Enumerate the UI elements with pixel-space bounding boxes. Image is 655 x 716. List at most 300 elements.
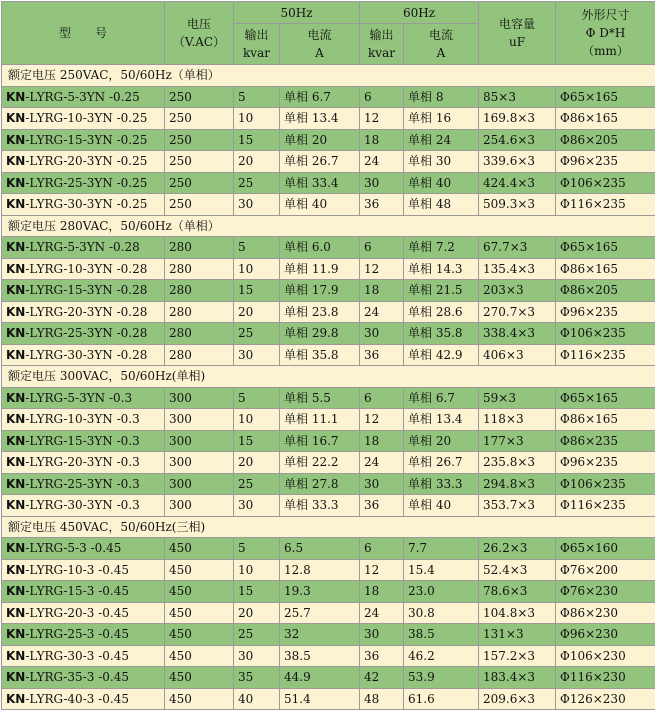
cell-cur60: 单相 20 [404, 430, 479, 452]
cell-out50: 25 [234, 624, 280, 646]
cell-model [2, 194, 165, 216]
section-title: 额定电压 300VAC，50/60Hz(单相) [2, 366, 655, 388]
cell-cap: 104.8×3 [479, 602, 556, 624]
header-dimension-sub: Φ D*H [556, 24, 655, 42]
header-output-50-label: 输出 [234, 26, 279, 44]
model-number: -LYRG-15-3YN -0.28 [25, 283, 147, 297]
cell-cap: 59×3 [479, 387, 556, 409]
cell-cur60: 7.7 [404, 538, 479, 560]
model-prefix: KN [6, 154, 25, 168]
cell-out50: 20 [234, 301, 280, 323]
cell-voltage: 280 [165, 323, 234, 345]
cell-dim: Φ65×165 [556, 387, 655, 409]
cell-cap: 78.6×3 [479, 581, 556, 603]
cell-cur60: 单相 30 [404, 151, 479, 173]
model-prefix: KN [6, 606, 25, 620]
cell-out60: 12 [360, 108, 404, 130]
cell-voltage: 300 [165, 473, 234, 495]
model-prefix: KN [6, 348, 25, 362]
cell-voltage: 250 [165, 86, 234, 108]
table-row [2, 86, 655, 108]
cell-cur50: 单相 27.8 [280, 473, 360, 495]
header-model: 型 号 [2, 2, 165, 65]
model-prefix: KN [6, 197, 25, 211]
cell-cap: 338.4×3 [479, 323, 556, 345]
cell-voltage: 250 [165, 194, 234, 216]
cell-model [2, 280, 165, 302]
cell-out50: 20 [234, 602, 280, 624]
cell-cur60: 单相 33.3 [404, 473, 479, 495]
table-row [2, 430, 655, 452]
table-row [2, 624, 655, 646]
capacitor-spec-table [1, 1, 655, 710]
model-number: -LYRG-10-3YN -0.25 [25, 111, 147, 125]
cell-cur50: 单相 16.7 [280, 430, 360, 452]
header-current-60-unit: A [404, 44, 478, 62]
cell-dim: Φ96×235 [556, 151, 655, 173]
cell-out50: 30 [234, 495, 280, 517]
model-prefix: KN [6, 176, 25, 190]
cell-out50: 15 [234, 430, 280, 452]
cell-voltage: 450 [165, 667, 234, 689]
cell-model [2, 108, 165, 130]
model-prefix: KN [6, 133, 25, 147]
cell-dim: Φ86×235 [556, 430, 655, 452]
header-row-top [2, 2, 655, 24]
table-row [2, 538, 655, 560]
model-number: -LYRG-15-3YN -0.3 [25, 434, 139, 448]
cell-out50: 25 [234, 473, 280, 495]
cell-voltage: 450 [165, 688, 234, 710]
model-prefix: KN [6, 541, 25, 555]
cell-model [2, 602, 165, 624]
model-prefix: KN [6, 305, 25, 319]
cell-out60: 36 [360, 495, 404, 517]
cell-dim: Φ86×165 [556, 108, 655, 130]
model-prefix: KN [6, 240, 25, 254]
cell-out60: 24 [360, 151, 404, 173]
cell-dim: Φ86×205 [556, 280, 655, 302]
cell-voltage: 450 [165, 559, 234, 581]
cell-cap: 131×3 [479, 624, 556, 646]
cell-cur50: 单相 17.9 [280, 280, 360, 302]
section-header-row [2, 366, 655, 388]
model-number: -LYRG-10-3 -0.45 [25, 563, 129, 577]
cell-dim: Φ106×235 [556, 323, 655, 345]
cell-model [2, 172, 165, 194]
header-current-50-label: 电流 [280, 26, 359, 44]
cell-dim: Φ126×230 [556, 688, 655, 710]
cell-cur60: 单相 7.2 [404, 237, 479, 259]
cell-dim: Φ106×235 [556, 473, 655, 495]
cell-dim: Φ106×235 [556, 172, 655, 194]
cell-model [2, 151, 165, 173]
cell-out60: 18 [360, 129, 404, 151]
header-current-50 [280, 24, 360, 65]
cell-out50: 20 [234, 151, 280, 173]
cell-cap: 118×3 [479, 409, 556, 431]
cell-out50: 35 [234, 667, 280, 689]
cell-cur50: 单相 22.2 [280, 452, 360, 474]
model-number: -LYRG-20-3 -0.45 [25, 606, 129, 620]
cell-voltage: 450 [165, 538, 234, 560]
model-prefix: KN [6, 412, 25, 426]
table-row [2, 688, 655, 710]
model-number: -LYRG-5-3YN -0.25 [25, 90, 139, 104]
cell-out50: 25 [234, 323, 280, 345]
cell-voltage: 250 [165, 151, 234, 173]
cell-cur60: 单相 21.5 [404, 280, 479, 302]
cell-voltage: 250 [165, 172, 234, 194]
cell-cap: 339.6×3 [479, 151, 556, 173]
cell-cur60: 单相 8 [404, 86, 479, 108]
table-row [2, 108, 655, 130]
cell-cap: 353.7×3 [479, 495, 556, 517]
cell-out50: 30 [234, 194, 280, 216]
cell-cap: 85×3 [479, 86, 556, 108]
cell-cur60: 15.4 [404, 559, 479, 581]
cell-voltage: 450 [165, 645, 234, 667]
cell-out60: 18 [360, 430, 404, 452]
model-number: -LYRG-5-3 -0.45 [25, 541, 121, 555]
cell-cur60: 单相 24 [404, 129, 479, 151]
cell-cur60: 单相 42.9 [404, 344, 479, 366]
section-header-row [2, 516, 655, 538]
model-prefix: KN [6, 90, 25, 104]
model-number: -LYRG-10-3YN -0.3 [25, 412, 139, 426]
cell-cur60: 单相 14.3 [404, 258, 479, 280]
cell-voltage: 300 [165, 495, 234, 517]
cell-dim: Φ86×230 [556, 602, 655, 624]
cell-cur60: 单相 48 [404, 194, 479, 216]
model-prefix: KN [6, 455, 25, 469]
header-dimension-unit: （mm） [556, 42, 655, 60]
cell-cap: 183.4×3 [479, 667, 556, 689]
cell-voltage: 250 [165, 108, 234, 130]
cell-voltage: 280 [165, 301, 234, 323]
cell-out60: 30 [360, 624, 404, 646]
cell-voltage: 300 [165, 430, 234, 452]
model-number: -LYRG-25-3YN -0.3 [25, 477, 139, 491]
cell-dim: Φ116×230 [556, 667, 655, 689]
cell-model [2, 645, 165, 667]
cell-out60: 12 [360, 409, 404, 431]
model-prefix: KN [6, 563, 25, 577]
cell-out60: 18 [360, 280, 404, 302]
model-number: -LYRG-30-3YN -0.3 [25, 498, 139, 512]
model-prefix: KN [6, 391, 25, 405]
cell-out60: 36 [360, 645, 404, 667]
cell-cur60: 单相 40 [404, 172, 479, 194]
section-title: 额定电压 280VAC，50/60Hz（单相） [2, 215, 655, 237]
cell-cur60: 单相 13.4 [404, 409, 479, 431]
cell-out50: 5 [234, 237, 280, 259]
cell-cur50: 单相 40 [280, 194, 360, 216]
header-voltage [165, 2, 234, 65]
header-60hz: 60Hz [360, 2, 479, 24]
model-prefix: KN [6, 627, 25, 641]
cell-out60: 24 [360, 602, 404, 624]
cell-cur60: 单相 40 [404, 495, 479, 517]
section-title: 额定电压 250VAC，50/60Hz（单相） [2, 65, 655, 87]
cell-cap: 294.8×3 [479, 473, 556, 495]
cell-cur50: 单相 5.5 [280, 387, 360, 409]
cell-dim: Φ65×165 [556, 86, 655, 108]
cell-cur50: 单相 13.4 [280, 108, 360, 130]
header-voltage-unit: （V.AC） [165, 33, 233, 51]
cell-cur60: 单相 26.7 [404, 452, 479, 474]
table-row [2, 667, 655, 689]
cell-out60: 24 [360, 452, 404, 474]
cell-model [2, 452, 165, 474]
table-row [2, 129, 655, 151]
cell-model [2, 409, 165, 431]
model-number: -LYRG-20-3YN -0.25 [25, 154, 147, 168]
cell-cur50: 单相 26.7 [280, 151, 360, 173]
cell-cur50: 38.5 [280, 645, 360, 667]
cell-out60: 6 [360, 538, 404, 560]
cell-cur60: 单相 6.7 [404, 387, 479, 409]
cell-dim: Φ65×160 [556, 538, 655, 560]
table-row [2, 473, 655, 495]
table-row [2, 258, 655, 280]
model-number: -LYRG-25-3 -0.45 [25, 627, 129, 641]
table-row [2, 452, 655, 474]
table-row [2, 581, 655, 603]
cell-cur50: 19.3 [280, 581, 360, 603]
cell-cur50: 单相 11.1 [280, 409, 360, 431]
cell-cur60: 23.0 [404, 581, 479, 603]
model-number: -LYRG-20-3YN -0.28 [25, 305, 147, 319]
cell-voltage: 300 [165, 387, 234, 409]
table-row [2, 323, 655, 345]
cell-cur50: 32 [280, 624, 360, 646]
cell-cap: 177×3 [479, 430, 556, 452]
table-row [2, 645, 655, 667]
model-number: -LYRG-5-3YN -0.3 [25, 391, 132, 405]
cell-out50: 15 [234, 581, 280, 603]
model-prefix: KN [6, 283, 25, 297]
cell-voltage: 300 [165, 452, 234, 474]
cell-voltage: 450 [165, 581, 234, 603]
cell-out50: 10 [234, 559, 280, 581]
cell-model [2, 473, 165, 495]
model-prefix: KN [6, 477, 25, 491]
cell-out60: 18 [360, 581, 404, 603]
header-output-50-unit: kvar [234, 44, 279, 62]
table-row [2, 495, 655, 517]
cell-out60: 12 [360, 258, 404, 280]
cell-out60: 30 [360, 323, 404, 345]
cell-cap: 26.2×3 [479, 538, 556, 560]
cell-cur50: 单相 20 [280, 129, 360, 151]
cell-model [2, 559, 165, 581]
cell-cap: 209.6×3 [479, 688, 556, 710]
cell-out50: 25 [234, 172, 280, 194]
cell-out50: 10 [234, 409, 280, 431]
cell-model [2, 86, 165, 108]
model-prefix: KN [6, 262, 25, 276]
table-row [2, 194, 655, 216]
cell-cur50: 单相 29.8 [280, 323, 360, 345]
cell-cur60: 46.2 [404, 645, 479, 667]
cell-cur50: 51.4 [280, 688, 360, 710]
header-output-60-label: 输出 [360, 26, 403, 44]
header-dimension-label: 外形尺寸 [556, 6, 655, 24]
cell-out50: 5 [234, 86, 280, 108]
cell-cap: 67.7×3 [479, 237, 556, 259]
cell-model [2, 581, 165, 603]
model-number: -LYRG-25-3YN -0.28 [25, 326, 147, 340]
cell-out50: 30 [234, 645, 280, 667]
cell-out60: 6 [360, 237, 404, 259]
cell-cur60: 53.9 [404, 667, 479, 689]
cell-out60: 48 [360, 688, 404, 710]
cell-cur50: 12.8 [280, 559, 360, 581]
cell-model [2, 129, 165, 151]
cell-model [2, 667, 165, 689]
model-number: -LYRG-25-3YN -0.25 [25, 176, 147, 190]
cell-dim: Φ96×235 [556, 301, 655, 323]
section-title: 额定电压 450VAC，50/60Hz(三相) [2, 516, 655, 538]
cell-model [2, 237, 165, 259]
model-number: -LYRG-30-3YN -0.28 [25, 348, 147, 362]
cell-cur60: 30.8 [404, 602, 479, 624]
cell-out60: 6 [360, 86, 404, 108]
cell-model [2, 624, 165, 646]
header-current-60 [404, 24, 479, 65]
cell-cur50: 单相 35.8 [280, 344, 360, 366]
cell-model [2, 301, 165, 323]
cell-cap: 270.7×3 [479, 301, 556, 323]
cell-model [2, 258, 165, 280]
header-current-50-unit: A [280, 44, 359, 62]
cell-cur50: 单相 23.8 [280, 301, 360, 323]
cell-model [2, 688, 165, 710]
cell-cur60: 61.6 [404, 688, 479, 710]
cell-cur50: 单相 6.0 [280, 237, 360, 259]
header-dimension [556, 2, 655, 65]
cell-dim: Φ106×230 [556, 645, 655, 667]
cell-out60: 6 [360, 387, 404, 409]
header-output-60-unit: kvar [360, 44, 403, 62]
table-body [2, 2, 655, 710]
table-row [2, 409, 655, 431]
table-row [2, 151, 655, 173]
cell-out60: 24 [360, 301, 404, 323]
cell-out60: 36 [360, 344, 404, 366]
cell-out50: 10 [234, 258, 280, 280]
cell-out50: 10 [234, 108, 280, 130]
table-row [2, 237, 655, 259]
cell-dim: Φ116×235 [556, 344, 655, 366]
table-row [2, 172, 655, 194]
cell-cur50: 单相 6.7 [280, 86, 360, 108]
cell-model [2, 387, 165, 409]
model-number: -LYRG-10-3YN -0.28 [25, 262, 147, 276]
cell-cur50: 44.9 [280, 667, 360, 689]
table-row [2, 301, 655, 323]
cell-cur50: 单相 33.3 [280, 495, 360, 517]
cell-cur50: 6.5 [280, 538, 360, 560]
model-prefix: KN [6, 111, 25, 125]
model-number: -LYRG-5-3YN -0.28 [25, 240, 139, 254]
cell-out50: 15 [234, 280, 280, 302]
cell-cur60: 单相 16 [404, 108, 479, 130]
model-number: -LYRG-15-3YN -0.25 [25, 133, 147, 147]
model-number: -LYRG-30-3 -0.45 [25, 649, 129, 663]
cell-voltage: 280 [165, 237, 234, 259]
cell-dim: Φ76×230 [556, 581, 655, 603]
cell-model [2, 495, 165, 517]
table-row [2, 280, 655, 302]
cell-dim: Φ116×235 [556, 495, 655, 517]
cell-out60: 42 [360, 667, 404, 689]
cell-cur50: 25.7 [280, 602, 360, 624]
section-header-row [2, 65, 655, 87]
cell-cap: 509.3×3 [479, 194, 556, 216]
cell-out60: 30 [360, 172, 404, 194]
cell-out60: 12 [360, 559, 404, 581]
model-prefix: KN [6, 434, 25, 448]
cell-cur50: 单相 11.9 [280, 258, 360, 280]
cell-voltage: 450 [165, 624, 234, 646]
cell-dim: Φ116×235 [556, 194, 655, 216]
cell-out50: 30 [234, 344, 280, 366]
model-number: -LYRG-35-3 -0.45 [25, 670, 129, 684]
cell-cap: 235.8×3 [479, 452, 556, 474]
model-number: -LYRG-30-3YN -0.25 [25, 197, 147, 211]
model-prefix: KN [6, 692, 25, 706]
cell-model [2, 430, 165, 452]
header-voltage-label: 电压 [165, 15, 233, 33]
header-capacitance [479, 2, 556, 65]
table-row [2, 344, 655, 366]
cell-voltage: 250 [165, 129, 234, 151]
model-prefix: KN [6, 670, 25, 684]
header-output-50 [234, 24, 280, 65]
model-prefix: KN [6, 649, 25, 663]
table-row [2, 559, 655, 581]
header-output-60 [360, 24, 404, 65]
cell-model [2, 323, 165, 345]
cell-out60: 36 [360, 194, 404, 216]
cell-cur60: 单相 35.8 [404, 323, 479, 345]
table-row [2, 387, 655, 409]
cell-out50: 40 [234, 688, 280, 710]
cell-model [2, 344, 165, 366]
model-prefix: KN [6, 498, 25, 512]
cell-cap: 52.4×3 [479, 559, 556, 581]
cell-cap: 406×3 [479, 344, 556, 366]
cell-out50: 15 [234, 129, 280, 151]
model-number: -LYRG-40-3 -0.45 [25, 692, 129, 706]
cell-cur60: 38.5 [404, 624, 479, 646]
header-current-60-label: 电流 [404, 26, 478, 44]
cell-out60: 30 [360, 473, 404, 495]
cell-cur60: 单相 28.6 [404, 301, 479, 323]
cell-out50: 5 [234, 387, 280, 409]
cell-voltage: 450 [165, 602, 234, 624]
model-number: -LYRG-20-3YN -0.3 [25, 455, 139, 469]
header-50hz: 50Hz [234, 2, 360, 24]
cell-dim: Φ76×200 [556, 559, 655, 581]
cell-voltage: 280 [165, 280, 234, 302]
cell-dim: Φ86×205 [556, 129, 655, 151]
cell-voltage: 300 [165, 409, 234, 431]
table-row [2, 602, 655, 624]
cell-cap: 424.4×3 [479, 172, 556, 194]
